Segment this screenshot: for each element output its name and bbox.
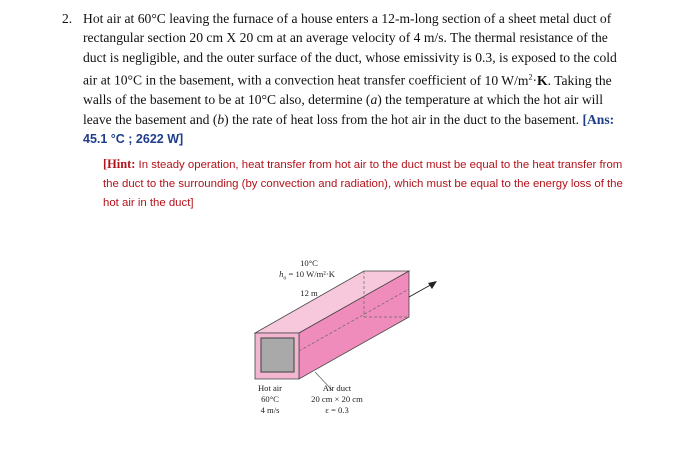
answer-label: [Ans:	[582, 111, 615, 127]
answer-value: 45.1 °C ; 2622 W]	[83, 131, 184, 146]
convection-coefficient-label: $h_o = 10$ W/m²·K	[279, 269, 335, 282]
problem-line-3: resistance of the duct is negligible, and the outer surface of the duct, whose emissivity is 0.3,	[83, 30, 608, 65]
problem-line-7: hot air in the duct to the basement.	[391, 111, 580, 127]
problem-line-1: Hot air at 60°C leaving the furnace of a house enters a 12-m-long section of a sheet metal	[83, 11, 570, 26]
flow-arrowhead	[428, 281, 437, 289]
air-duct-label: Air duct 20 cm × 20 cm ε = 0.3	[311, 383, 363, 415]
problem-line-2: duct of rectangular section 20 cm X 20 cm at an average velocity of 4 m/s. The thermal	[83, 11, 612, 46]
duct-opening	[261, 338, 294, 372]
problem-line-5: of 10 $W/m^2\cdot K$. Taking the walls of the basement to be at 10°C also, determine (a) the	[83, 72, 612, 108]
hot-air-label: Hot air 60°C 4 m/s	[257, 383, 283, 415]
duct-length-label: 12 m	[300, 288, 318, 298]
hint-text: In steady operation, heat transfer from hot air to the duct must be equal to the heat transfer from the duct to the surrounding (by convection and radiation), which must be equal to the energy loss of the hot air in the duct]	[103, 159, 623, 209]
hint-label: [Hint:	[103, 157, 136, 171]
ambient-temp-label: 10°C	[300, 258, 318, 268]
problem-line-4: is exposed to the cold air at 10°C in the basement, with a convection heat transfer coefficient	[83, 49, 617, 88]
problem-number: 2.	[62, 11, 73, 26]
problem-line-6: temperature at which the hot air will leave the basement and (b) the rate of heat loss from the	[83, 92, 603, 127]
